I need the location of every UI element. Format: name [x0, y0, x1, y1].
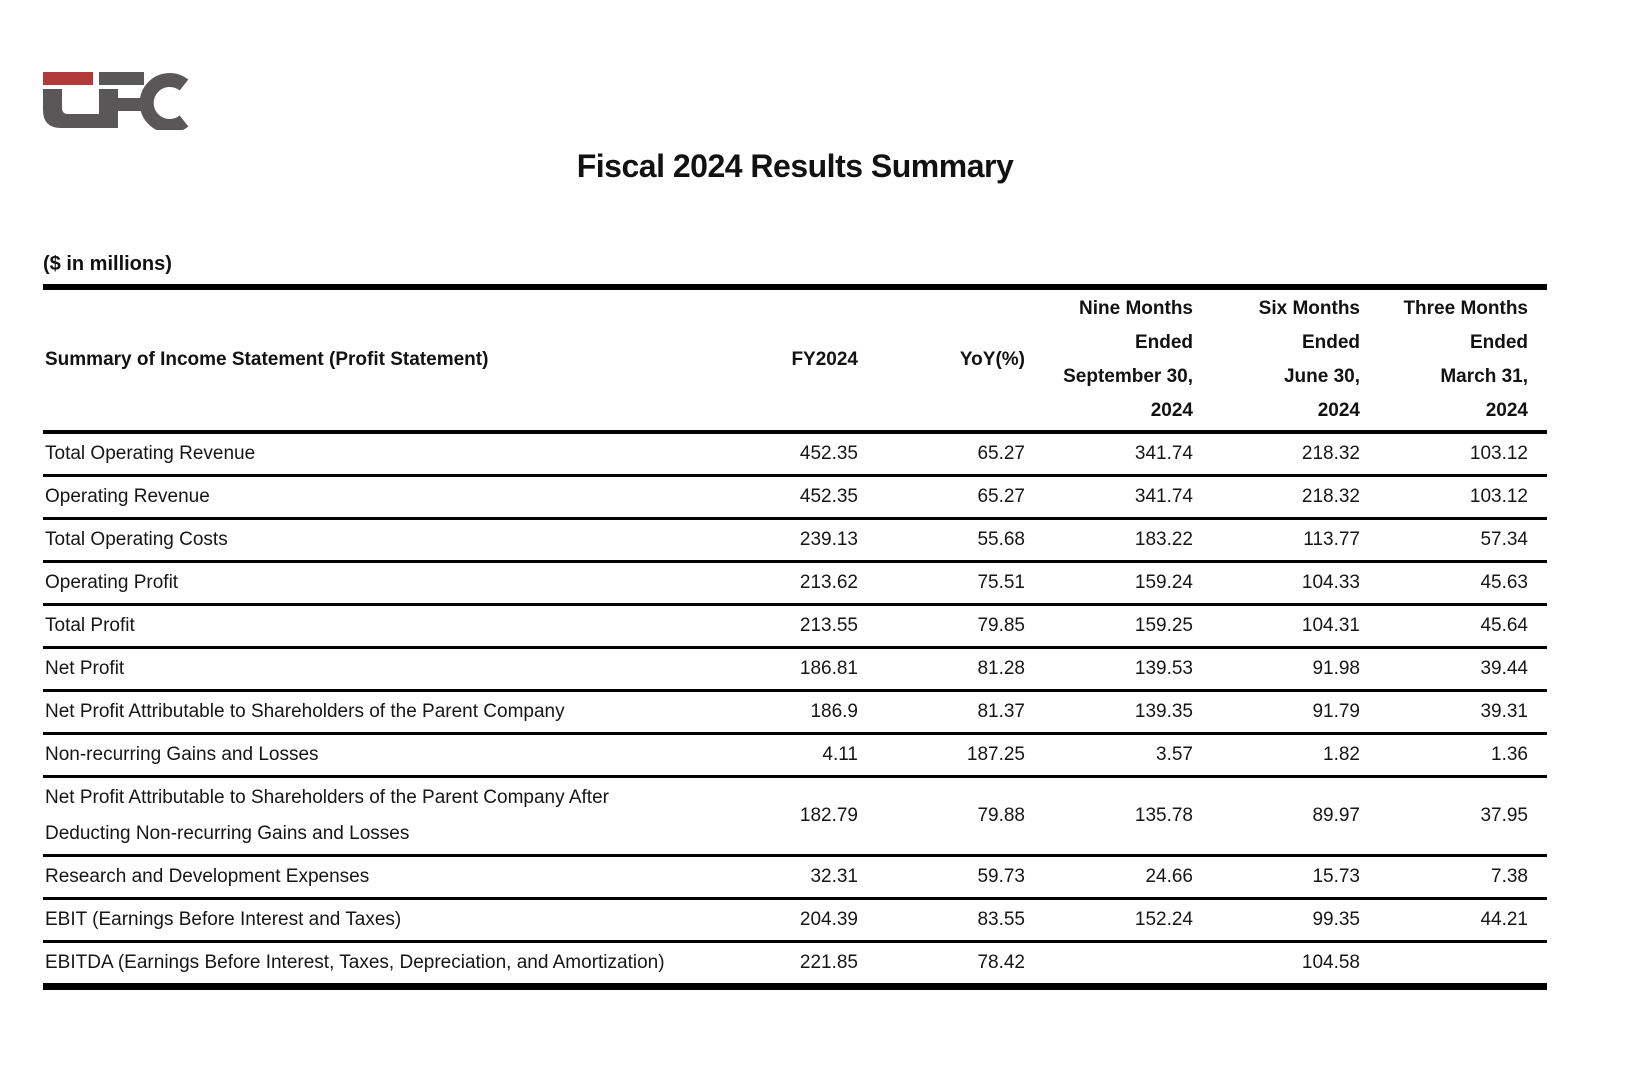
- lfc-logo-icon: [43, 72, 191, 130]
- table-row: [43, 899, 1547, 942]
- header-line: March 31,: [1440, 366, 1528, 387]
- cell-value: 65.27: [977, 443, 1025, 464]
- table-row: [43, 562, 1547, 605]
- table-row: [43, 476, 1547, 519]
- row-label: Research and Development Expenses: [45, 866, 370, 887]
- cell-value: 341.74: [1134, 486, 1193, 507]
- table-row: [43, 648, 1547, 691]
- cell-value: 139.35: [1134, 701, 1193, 722]
- cell-value: 341.74: [1134, 443, 1193, 464]
- row-label: Operating Profit: [45, 572, 179, 593]
- row-label: Total Operating Revenue: [45, 443, 256, 464]
- cell-value: 79.85: [977, 615, 1025, 636]
- cell-value: 91.98: [1312, 658, 1360, 679]
- header-line: Ended: [1134, 332, 1193, 353]
- cell-value: 152.24: [1134, 909, 1193, 930]
- cell-value: 24.66: [1145, 866, 1193, 887]
- table-row: [43, 691, 1547, 734]
- cell-value: 452.35: [799, 443, 858, 464]
- cell-value: 139.53: [1134, 658, 1193, 679]
- cell-value: 113.77: [1303, 529, 1360, 550]
- header-line: Six Months: [1258, 298, 1360, 319]
- page-title: Fiscal 2024 Results Summary: [576, 148, 1014, 184]
- cell-value: 91.79: [1312, 701, 1360, 722]
- header-line: Three Months: [1403, 298, 1528, 319]
- table-row: [43, 734, 1547, 777]
- cell-value: 186.9: [810, 701, 858, 722]
- cell-value: 221.85: [799, 952, 858, 973]
- row-label: Total Profit: [45, 615, 135, 636]
- table-row: [43, 856, 1547, 899]
- cell-value: 159.25: [1134, 615, 1193, 636]
- cell-value: 213.62: [799, 572, 858, 593]
- company-logo: [43, 72, 191, 130]
- table-row: [43, 605, 1547, 648]
- cell-value: 65.27: [977, 486, 1025, 507]
- cell-value: 218.32: [1301, 486, 1360, 507]
- cell-value: 45.63: [1480, 572, 1528, 593]
- cell-value: 15.73: [1312, 866, 1360, 887]
- cell-value: 3.57: [1156, 744, 1193, 765]
- header-line: June 30,: [1283, 366, 1360, 387]
- cell-value: 218.32: [1301, 443, 1360, 464]
- cell-value: 37.95: [1480, 805, 1528, 826]
- column-header-three-months: [1379, 287, 1547, 432]
- cell-value: 135.78: [1134, 805, 1193, 826]
- cell-value: 1.82: [1323, 744, 1360, 765]
- table-row: [43, 432, 1547, 476]
- table-body: [43, 432, 1547, 987]
- row-label: Total Operating Costs: [45, 529, 228, 550]
- table-row: [43, 777, 1547, 856]
- table-row: [43, 942, 1547, 987]
- column-header-six-months: [1212, 287, 1379, 432]
- cell-value: 187.25: [966, 744, 1025, 765]
- cell-value: 39.31: [1480, 701, 1528, 722]
- cell-value: 83.55: [977, 909, 1025, 930]
- cell-value: 7.38: [1491, 866, 1528, 887]
- cell-value: 186.81: [799, 658, 858, 679]
- cell-value: 104.58: [1301, 952, 1360, 973]
- cell-value: 39.44: [1480, 658, 1528, 679]
- cell-value: 81.28: [977, 658, 1025, 679]
- cell-value: 75.51: [977, 572, 1025, 593]
- header-line: 2024: [1317, 400, 1360, 421]
- column-header-fy2024: [703, 287, 877, 432]
- row-label: Net Profit Attributable to Shareholders of the Parent Company: [45, 701, 565, 722]
- row-label: Net Profit Attributable to Shareholders of the Parent Company After Deducting Non-recurring Gains and Losses: [45, 787, 609, 844]
- cell-value: 1.36: [1491, 744, 1528, 765]
- header-line: September 30,: [1063, 366, 1193, 387]
- cell-value: 452.35: [799, 486, 858, 507]
- table-row: [43, 519, 1547, 562]
- cell-value: 213.55: [799, 615, 858, 636]
- cell-value: 78.42: [977, 952, 1025, 973]
- cell-value: [1044, 942, 1212, 987]
- cell-value: 59.73: [977, 866, 1025, 887]
- cell-value: 103.12: [1469, 443, 1528, 464]
- units-note: ($ in millions): [43, 253, 172, 275]
- results-table: [43, 284, 1547, 990]
- cell-value: 204.39: [799, 909, 858, 930]
- header-line: YoY(%): [959, 349, 1025, 370]
- column-header-yoy: [877, 287, 1044, 432]
- table-header: [43, 287, 1547, 432]
- cell-value: 89.97: [1312, 805, 1360, 826]
- cell-value: [1379, 942, 1547, 987]
- cell-value: 79.88: [977, 805, 1025, 826]
- cell-value: 103.12: [1469, 486, 1528, 507]
- cell-value: 57.34: [1480, 529, 1528, 550]
- row-label: Non-recurring Gains and Losses: [45, 744, 319, 765]
- column-header-nine-months: [1044, 287, 1212, 432]
- row-label: Net Profit: [45, 658, 125, 679]
- cell-value: 104.33: [1301, 572, 1360, 593]
- cell-value: 183.22: [1134, 529, 1193, 550]
- cell-value: 99.35: [1312, 909, 1360, 930]
- row-label: Operating Revenue: [45, 486, 210, 507]
- cell-value: 55.68: [977, 529, 1025, 550]
- row-label: EBIT (Earnings Before Interest and Taxes): [45, 909, 402, 930]
- cell-value: 159.24: [1134, 572, 1193, 593]
- header-line: 2024: [1150, 400, 1193, 421]
- cell-value: 104.31: [1301, 615, 1360, 636]
- header-line: 2024: [1485, 400, 1528, 421]
- cell-value: 239.13: [799, 529, 858, 550]
- column-header-label: Summary of Income Statement (Profit Statement): [45, 349, 489, 370]
- row-label: EBITDA (Earnings Before Interest, Taxes, Depreciation, and Amortization): [45, 952, 665, 973]
- header-line: Ended: [1301, 332, 1360, 353]
- header-line: FY2024: [791, 349, 858, 370]
- cell-value: 32.31: [810, 866, 858, 887]
- cell-value: 45.64: [1480, 615, 1528, 636]
- header-row: [43, 287, 1547, 432]
- cell-value: 81.37: [977, 701, 1025, 722]
- cell-value: 182.79: [799, 805, 858, 826]
- header-line: Ended: [1469, 332, 1528, 353]
- cell-value: 4.11: [822, 744, 858, 765]
- header-line: Nine Months: [1079, 298, 1193, 319]
- cell-value: 44.21: [1480, 909, 1528, 930]
